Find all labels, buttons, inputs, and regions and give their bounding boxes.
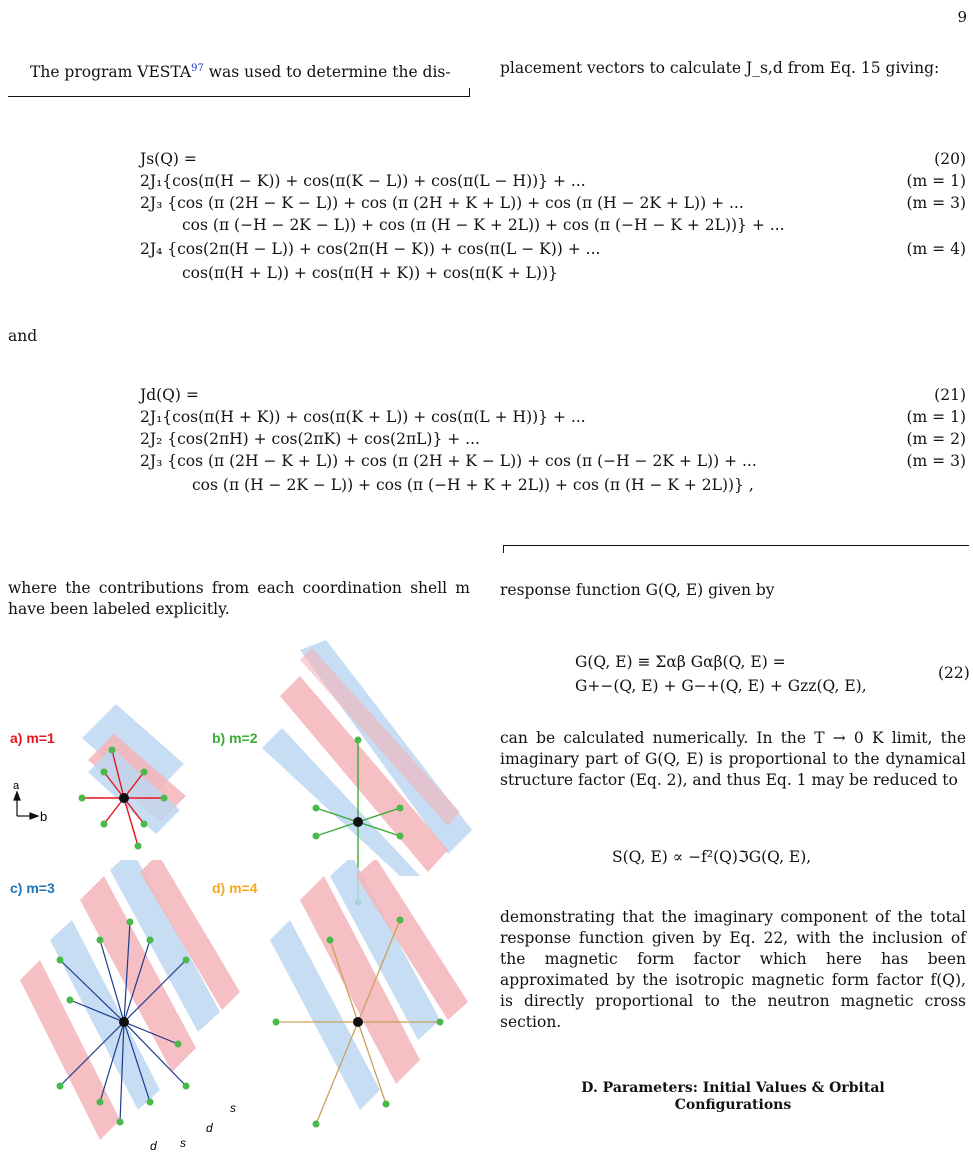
eq22-number: (22)	[938, 664, 970, 682]
eq20-line-2: 2J₃ {cos (π (2H − K − L)) + cos (π (2H + K + L)) + cos (π (H − 2K + L)) + ... (m = 3)	[140, 194, 966, 212]
eq22-line-2: G+−(Q, E) + G−+(Q, E) + Gzz(Q, E),	[575, 677, 867, 695]
eq21-line-0: Jd(Q) = (21)	[140, 386, 966, 404]
axis-a-label: a	[13, 780, 20, 792]
citation-ref[interactable]: 97	[191, 63, 204, 74]
panel-b-label: b) m=2	[212, 730, 258, 746]
panel-b-planes	[262, 640, 472, 876]
panel-a-label: a) m=1	[10, 730, 55, 746]
right-paragraph-2: can be calculated numerically. In the T → 0 K limit, the imaginary part of G(Q, E) is proportional to the dynamical structure factor (Eq. 2), and thus Eq. 1 may be reduced to	[500, 729, 966, 789]
panel-d-planes	[270, 856, 468, 1110]
eq20-line-0: Js(Q) = (20)	[140, 150, 966, 168]
intro-left-text	[30, 58, 480, 83]
left-paragraph: where the contributions from each coordination shell m have been labeled explicitly.	[8, 579, 470, 618]
intro-left-end: was used to determine the dis-	[203, 63, 451, 82]
plane-label-d-2: d	[150, 1139, 157, 1153]
axis-indicator	[14, 792, 38, 819]
column-rule-tick-right	[503, 545, 504, 553]
eq21-line-1: 2J₁{cos(π(H + K)) + cos(π(K + L)) + cos(π(L + H))} + ... (m = 1)	[140, 408, 966, 426]
eq20-line-1: 2J₁{cos(π(H − K)) + cos(π(K − L)) + cos(π(L − H))} + ... (m = 1)	[140, 172, 966, 190]
column-rule-tick-left	[469, 88, 470, 96]
and-text: and	[8, 327, 38, 345]
plane-label-d-1: d	[206, 1121, 213, 1135]
eq20-line-4: 2J₄ {cos(2π(H − L)) + cos(2π(H − K)) + cos(π(L − K)) + ... (m = 4)	[140, 240, 966, 258]
axis-b-label: b	[40, 809, 48, 824]
intro-left-start: The program VESTA	[30, 63, 192, 82]
column-rule-left	[8, 96, 470, 97]
eq21-line-3: 2J₃ {cos (π (2H − K + L)) + cos (π (2H + K − L)) + cos (π (−H − 2K + L)) + ... (m = 3)	[140, 452, 966, 470]
plane-label-s-1: s	[230, 1101, 236, 1115]
eq22-line-1: G(Q, E) ≡ Σαβ Gαβ(Q, E) =	[575, 653, 786, 671]
eq20-line-3: cos (π (−H − 2K − L)) + cos (π (H − K + 2L)) + cos (π (−H − K + 2L))} + ...	[182, 216, 785, 234]
eq20-number: (20)	[934, 150, 966, 168]
eq21-line-4: cos (π (H − 2K − L)) + cos (π (−H + K + 2L)) + cos (π (H − K + 2L))} ,	[192, 476, 754, 494]
panel-c-label: c) m=3	[10, 880, 55, 896]
eq20-line-5: cos(π(H + L)) + cos(π(H + K)) + cos(π(K + L))}	[182, 264, 558, 282]
section-title-line-1: D. Parameters: Initial Values & Orbital	[581, 1080, 885, 1096]
eq21-line-2: 2J₂ {cos(2πH) + cos(2πK) + cos(2πL)} + ... (m = 2)	[140, 430, 966, 448]
panel-d-label: d) m=4	[212, 880, 258, 896]
section-title-line-2: Configurations	[674, 1097, 792, 1113]
plane-label-s-2: s	[180, 1136, 186, 1150]
right-paragraph-3: demonstrating that the imaginary component of the total response function given by Eq. 22, with the inclusion of the magnetic form factor which here has been approximated by the isotropic magnetic form factor f(Q), is directly proportional to the neutron magnetic cross section.	[500, 908, 966, 1031]
column-rule-right	[503, 545, 969, 546]
eq21-number: (21)	[934, 386, 966, 404]
page-number: 9	[957, 8, 967, 26]
coordination-shell-figure	[0, 640, 478, 1156]
right-paragraph-1: response function G(Q, E) given by	[500, 581, 775, 599]
eq-s: S(Q, E) ∝ −f²(Q)ℑG(Q, E),	[612, 848, 812, 866]
panel-a-planes	[82, 704, 186, 834]
intro-right-text: placement vectors to calculate J_s,d from Eq. 15 giving:	[500, 59, 940, 77]
